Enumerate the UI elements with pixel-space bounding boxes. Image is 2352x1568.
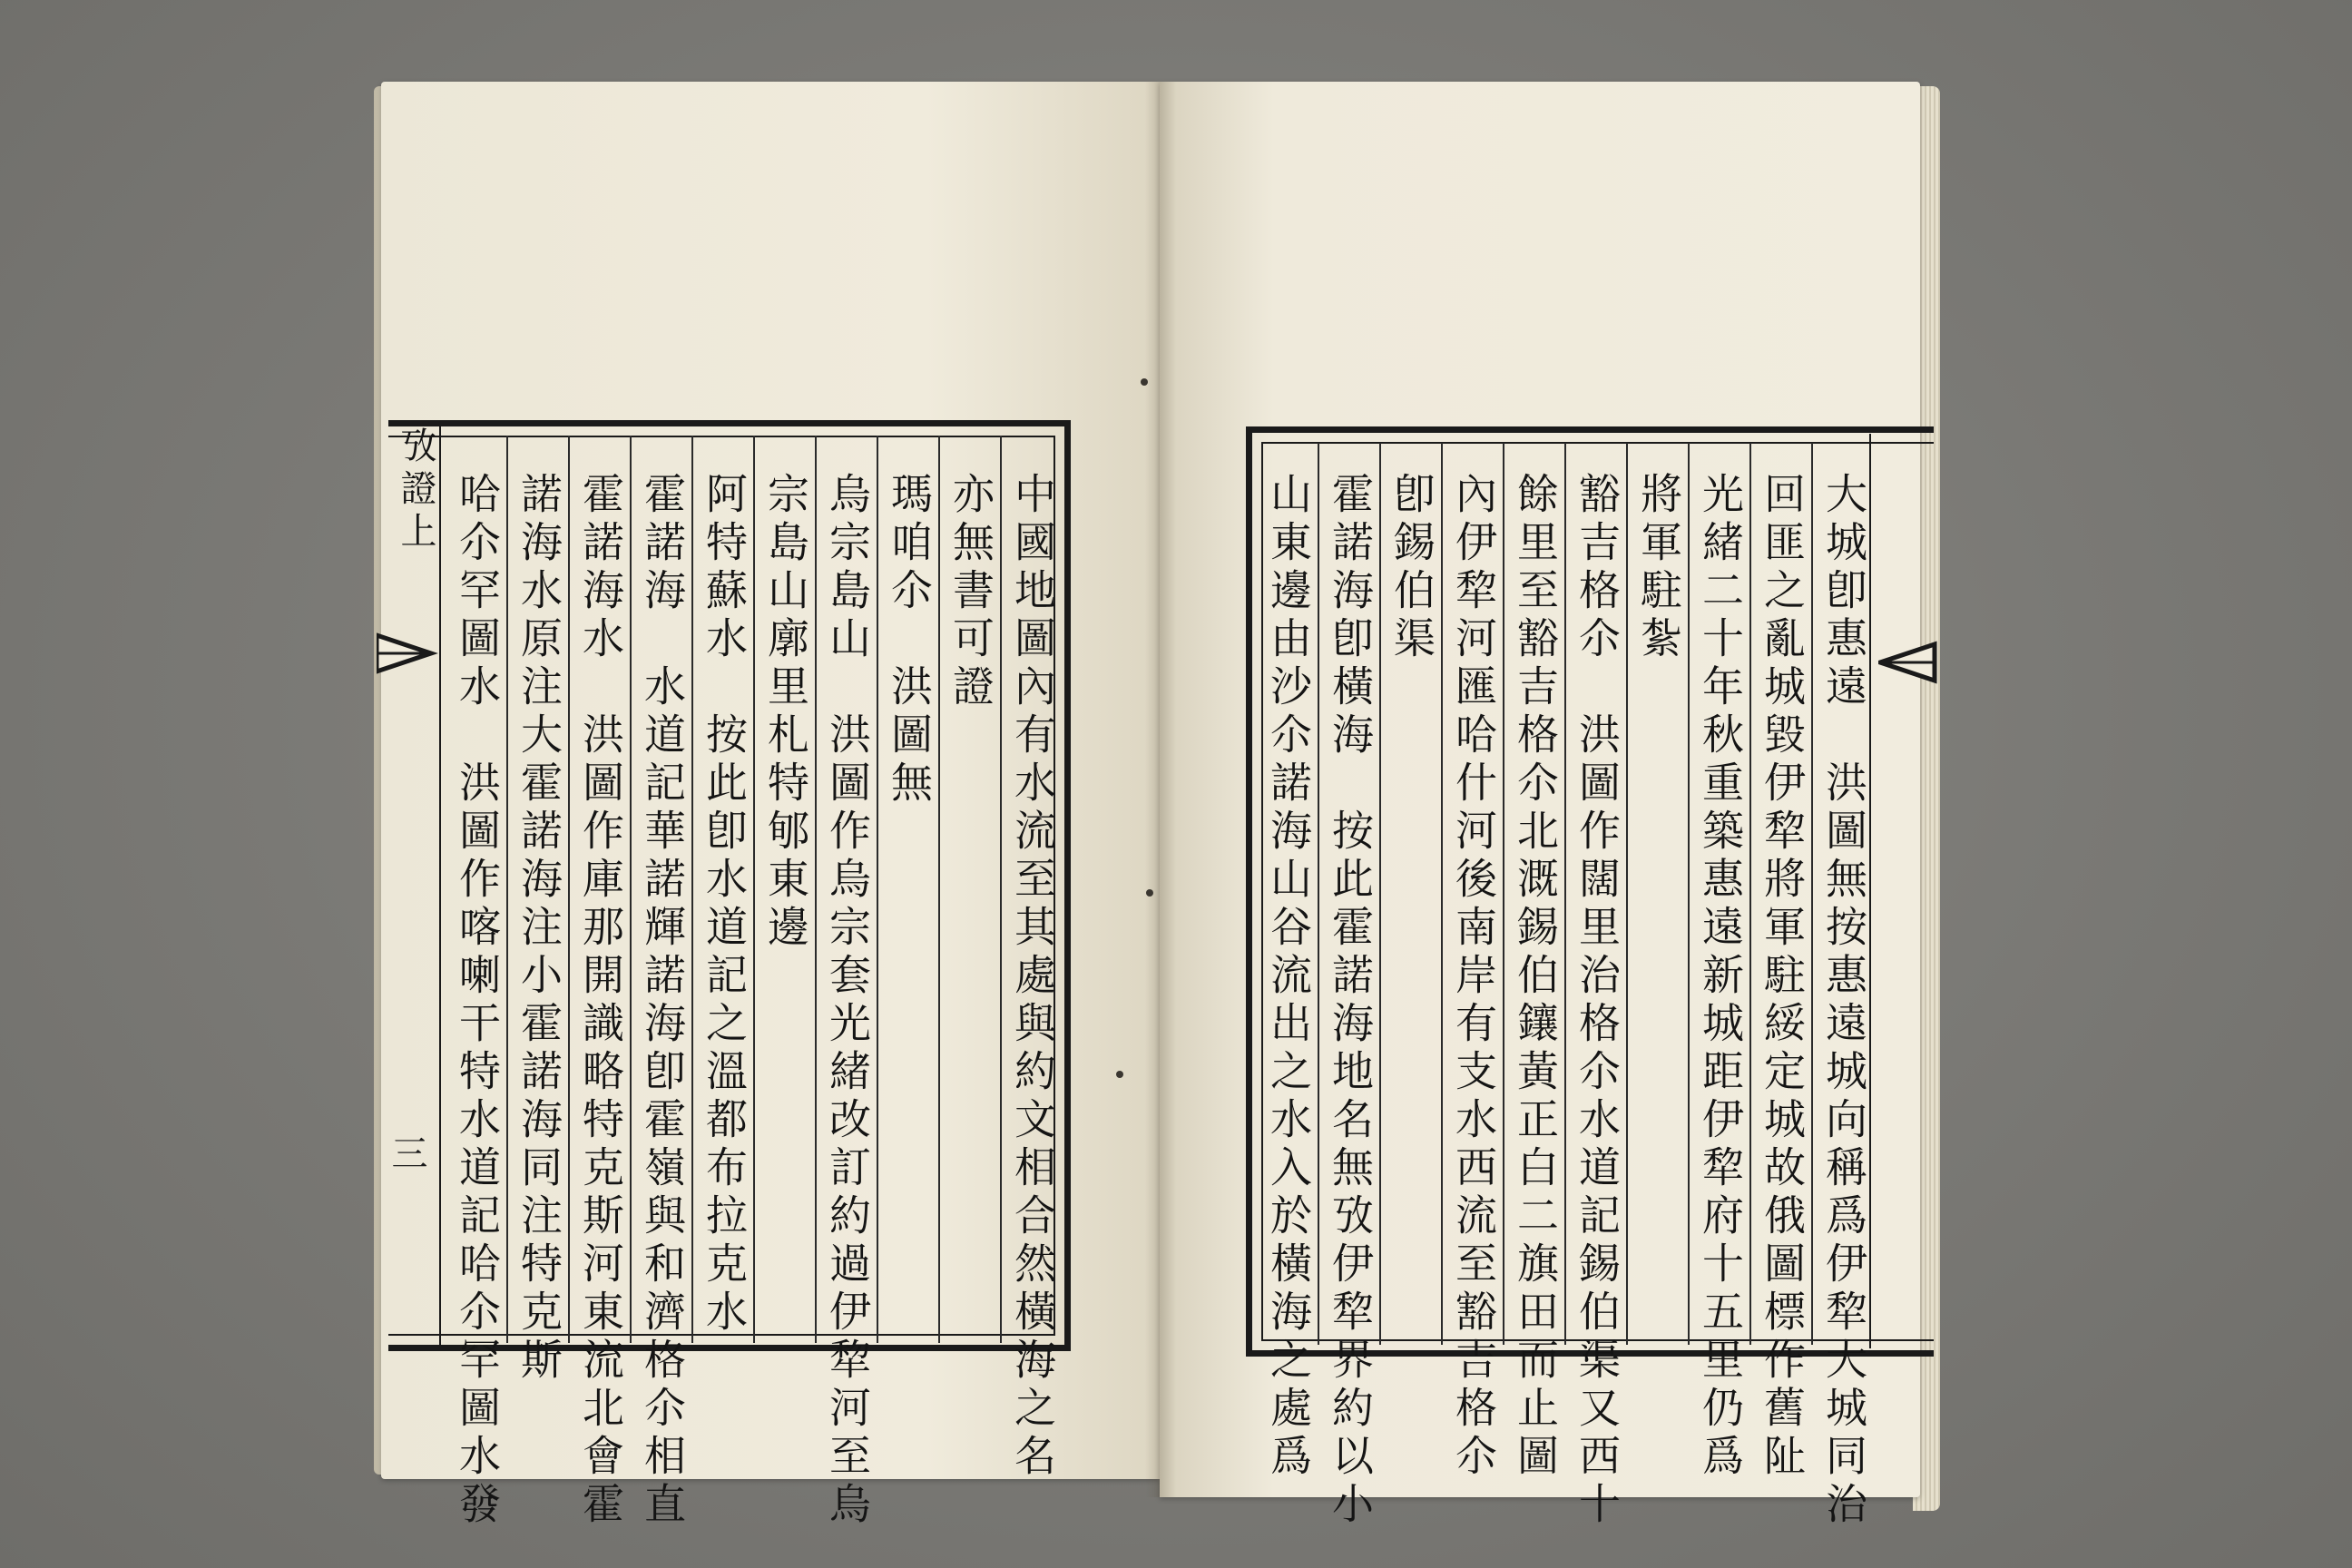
- column-rule: [1811, 443, 1813, 1345]
- text-column: 哈尒罕圖水 洪圖作喀喇干特水道記哈尒罕圖水發: [453, 472, 502, 1530]
- column-rule: [1688, 443, 1690, 1345]
- column-rule: [877, 436, 878, 1343]
- text-column: 諾海水原注大霍諾海注小霍諾海同注特克斯: [514, 472, 564, 1386]
- column-rule: [753, 436, 755, 1343]
- stitch-hole: [1146, 889, 1153, 897]
- text-column: 霍諾海水 洪圖作庫那開識略特克斯河東流北會霍: [576, 472, 625, 1530]
- text-column: 回匪之亂城毀伊犂將軍駐綏定城故俄圖標作舊阯: [1758, 472, 1807, 1482]
- text-column: 中國地圖內有水流至其處與約文相合然橫海之名: [1008, 472, 1057, 1482]
- text-column: 餘里至豁吉格尒北溉錫伯鑲黃正白二旗田而止圖: [1511, 472, 1560, 1482]
- text-column: 豁吉格尒 洪圖作闊里治格尒水道記錫伯渠又西十: [1573, 472, 1622, 1530]
- margin-title: 攷證上: [395, 426, 436, 554]
- page-number: 三: [386, 1134, 427, 1171]
- column-rule: [630, 436, 632, 1343]
- text-column: 阿特蘇水 按此卽水道記之溫都布拉克水: [700, 472, 749, 1338]
- column-rule: [938, 436, 940, 1343]
- column-rule: [568, 436, 570, 1343]
- column-rule: [815, 436, 817, 1343]
- text-column: 亦無書可證: [946, 472, 995, 712]
- column-rule: [1564, 443, 1566, 1345]
- column-rule: [1000, 436, 1002, 1343]
- column-rule: [1441, 443, 1443, 1345]
- text-column: 瑪咱尒 洪圖無: [885, 472, 934, 808]
- text-column: 山東邊由沙尒諾海山谷流出之水入於橫海之處爲: [1264, 472, 1313, 1482]
- text-column: 霍諾海 水道記華諾輝諾海卽霍嶺與和濟格尒相直: [638, 472, 687, 1530]
- book-gutter: [1145, 82, 1176, 1497]
- stitch-hole: [1116, 1071, 1123, 1078]
- column-rule: [1318, 443, 1319, 1345]
- column-rule: [506, 436, 508, 1343]
- column-rule: [1503, 443, 1504, 1345]
- text-column: 大城卽惠遠 洪圖無按惠遠城向稱爲伊犂大城同治: [1819, 472, 1868, 1530]
- column-rule: [1749, 443, 1751, 1345]
- column-rule: [1379, 443, 1381, 1345]
- stitch-hole: [1141, 378, 1148, 386]
- column-rule: [1626, 443, 1628, 1345]
- text-column: 霍諾海卽橫海 按此霍諾海地名無攷伊犂界約以小: [1326, 472, 1375, 1530]
- text-column: 卽錫伯渠: [1387, 472, 1436, 664]
- text-column: 將軍駐紮: [1634, 472, 1683, 664]
- text-column: 光緒二十年秋重築惠遠新城距伊犂府十五里仍爲: [1696, 472, 1745, 1482]
- fish-tail-mark: [1878, 635, 1942, 690]
- text-column: 烏宗島山 洪圖作烏宗套光緒改訂約過伊犂河至烏: [823, 472, 872, 1530]
- text-column: 宗島山廓里札特郇東邊: [761, 472, 810, 953]
- text-column: 內伊犂河匯哈什河後南岸有支水西流至豁吉格尒: [1449, 472, 1498, 1482]
- column-rule: [691, 436, 693, 1343]
